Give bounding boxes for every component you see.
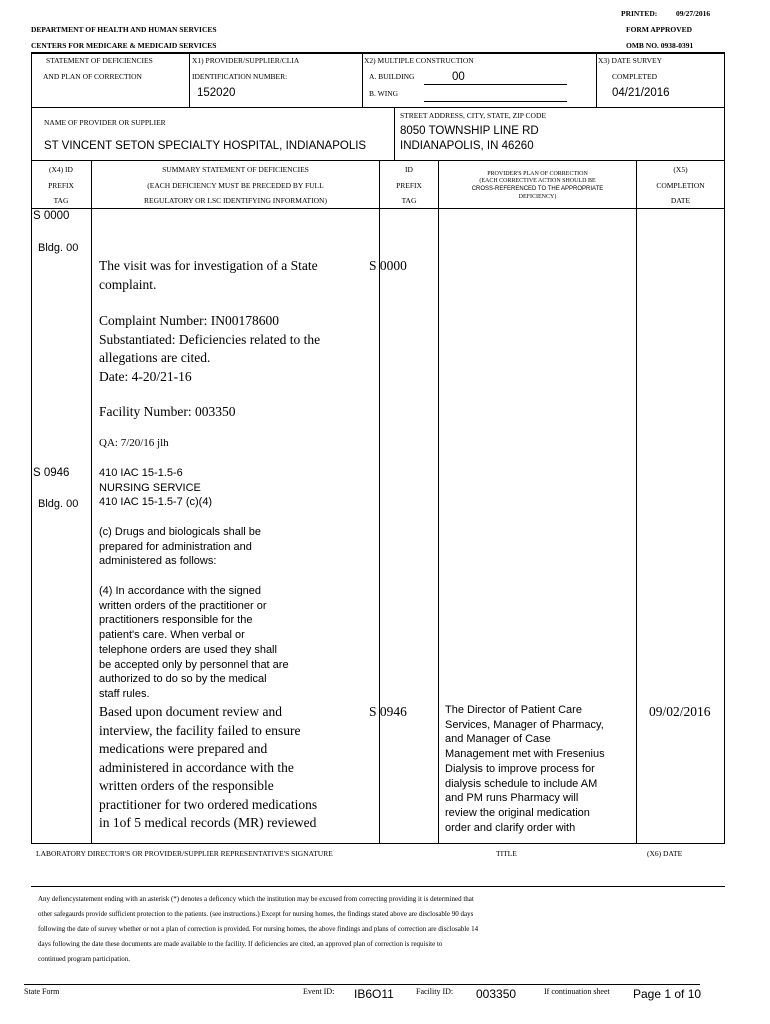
- prefix-tag-1: S 0000: [33, 210, 70, 222]
- x3-label-1: X3) DATE SURVEY: [598, 56, 662, 65]
- building-tag-1: Bldg. 00: [38, 242, 79, 254]
- facility-id-value: 003350: [476, 987, 517, 1001]
- department-name: DEPARTMENT OF HEALTH AND HUMAN SERVICES: [31, 25, 217, 34]
- complaint-text: Complaint Number: IN00178600 Substantiated: Deficiencies related to the allegations are cited. Date: 4-20/21-16: [99, 313, 321, 384]
- x4-header-1: (X4) ID: [49, 165, 73, 174]
- rule: [596, 52, 597, 108]
- visit-text: The visit was for investigation of a State complaint.: [99, 258, 318, 292]
- signature-label: LABORATORY DIRECTOR'S OR PROVIDER/SUPPLIER REPRESENTATIVE'S SIGNATURE: [36, 849, 333, 858]
- statement-label-1: STATEMENT OF DEFICIENCIES: [46, 56, 153, 65]
- wing-underline: [424, 101, 567, 102]
- page-number: Page 1 of 10: [633, 987, 702, 1001]
- address-label: STREET ADDRESS, CITY, STATE, ZIP CODE: [400, 111, 546, 120]
- survey-date-value: 04/21/2016: [612, 87, 670, 99]
- rule: [31, 160, 725, 161]
- id-tag-2: S 0946: [369, 704, 407, 719]
- plan-header-4: DEFICIENCY): [518, 194, 557, 200]
- x1-label-2: IDENTIFICATION NUMBER:: [192, 72, 288, 81]
- rule: [31, 160, 32, 844]
- provider-name-value: ST VINCENT SETON SPECIALTY HOSPITAL, INDIANAPOLIS: [44, 140, 367, 152]
- rule: [31, 843, 725, 844]
- rule: [394, 107, 395, 161]
- plan-header-3: CROSS-REFERENCED TO THE APPROPRIATE: [471, 186, 604, 192]
- rule: [31, 886, 725, 887]
- summary-header-1: SUMMARY STATEMENT OF DEFICIENCIES: [162, 165, 309, 174]
- building-value: 00: [452, 71, 465, 83]
- findings-text: Based upon document review and interview, the facility failed to ensure medications were prepared and administered in accordance with the written orders of the responsible practitioner for two ordered medications in 1of 5 medical records (MR) reviewed: [99, 704, 318, 830]
- footer-rule: [24, 984, 700, 985]
- signature-date-label: (X6) DATE: [647, 849, 683, 858]
- rule: [31, 208, 725, 209]
- form-approved: FORM APPROVED: [626, 25, 693, 34]
- facility-id-label: Facility ID:: [416, 987, 454, 996]
- id-tag-1: S 0000: [369, 258, 407, 273]
- summary-header-3: REGULATORY OR LSC IDENTIFYING INFORMATION): [144, 196, 327, 205]
- omb-number: OMB NO. 0938-0391: [626, 41, 694, 50]
- plan-header-2: (EACH CORRECTIVE ACTION SHOULD BE: [479, 178, 596, 184]
- address-line-2: INDIANAPOLIS, IN 46260: [400, 140, 534, 152]
- building-underline: [424, 84, 567, 85]
- four-paragraph: (4) In accordance with the signed written orders of the practitioner or practitioners responsible for the patient's care. When verbal or telephone orders are used they shall be accepted only by personnel that are authorized to do so by the medical staff rules.: [99, 585, 289, 700]
- facility-number-text: Facility Number: 003350: [99, 404, 236, 419]
- printed-label: PRINTED:: [621, 9, 658, 18]
- rule: [189, 52, 190, 108]
- c-paragraph: (c) Drugs and biologicals shall be prepared for administration and administered as follows:: [99, 526, 262, 568]
- event-id-value: IB6O11: [354, 987, 394, 1001]
- x2-label: X2) MULTIPLE CONSTRUCTION: [364, 56, 474, 65]
- rule: [724, 52, 725, 108]
- wing-label: B. WING: [369, 89, 399, 98]
- rule: [31, 107, 725, 108]
- x4-header-3: TAG: [53, 196, 69, 205]
- rule: [91, 160, 92, 844]
- statement-label-2: AND PLAN OF CORRECTION: [43, 72, 142, 81]
- disclaimer-line-4: days following the date these documents are made available to the facility. If deficiencies are cited, an approved plan of correction is requisite to: [38, 940, 443, 948]
- event-id-label: Event ID:: [303, 987, 335, 996]
- building-tag-2: Bldg. 00: [38, 498, 79, 510]
- plan-header-1: PROVIDER'S PLAN OF CORRECTION: [487, 171, 588, 177]
- provider-id-value: 152020: [197, 87, 236, 99]
- printed-date: 09/27/2016: [676, 9, 711, 18]
- x5-header-1: (X5): [673, 165, 688, 174]
- x1-label-1: X1) PROVIDER/SUPPLIER/CLIA: [192, 56, 300, 65]
- id-header-2: PREFIX: [396, 181, 422, 190]
- prefix-tag-2: S 0946: [33, 467, 70, 479]
- building-label: A. BUILDING: [369, 72, 415, 81]
- regulation-text: 410 IAC 15-1.5-6 NURSING SERVICE 410 IAC 15-1.5-7 (c)(4): [99, 467, 213, 509]
- provider-name-label: NAME OF PROVIDER OR SUPPLIER: [44, 118, 166, 127]
- disclaimer-line-1: Any defiencystatement ending with an asterisk (*) denotes a deficency which the institution may be excused from correcting providing it is determined that: [38, 895, 474, 903]
- rule: [636, 160, 637, 844]
- disclaimer-line-2: other safegaurds provide sufficient protection to the patients. (see instructions.) Except for nursing homes, the findings stated above are disclosable 90 days: [38, 910, 474, 918]
- rule: [724, 160, 725, 844]
- id-header-3: TAG: [401, 196, 417, 205]
- continuation-label: If continuation sheet: [544, 987, 610, 996]
- rule: [31, 107, 32, 161]
- address-line-1: 8050 TOWNSHIP LINE RD: [400, 125, 539, 137]
- rule: [31, 52, 725, 54]
- rule: [724, 107, 725, 161]
- completion-date: 09/02/2016: [649, 704, 711, 719]
- x5-header-2: COMPLETION: [656, 181, 705, 190]
- disclaimer-line-3: following the date of survey whether or not a plan of correction is provided. For nursing homes, the above findings and plans of correction are disclosable 14: [38, 925, 479, 933]
- qa-text: QA: 7/20/16 jlh: [99, 437, 169, 449]
- rule: [362, 52, 363, 108]
- title-label: TITLE: [496, 849, 517, 858]
- plan-of-correction-text: The Director of Patient Care Services, Manager of Pharmacy, and Manager of Case Management met with Fresenius Dialysis to improve process for dialysis schedule to include AM and PM runs Pharmacy will review the original medication order and clarify order with: [445, 704, 605, 834]
- centers-name: CENTERS FOR MEDICARE & MEDICAID SERVICES: [31, 41, 217, 50]
- x5-header-3: DATE: [670, 196, 691, 205]
- x3-label-2: COMPLETED: [612, 72, 657, 81]
- x4-header-2: PREFIX: [48, 181, 74, 190]
- rule: [438, 160, 439, 844]
- disclaimer-line-5: continued program participation.: [38, 955, 130, 963]
- rule: [31, 52, 32, 108]
- summary-header-2: (EACH DEFICIENCY MUST BE PRECEDED BY FULL: [147, 181, 324, 190]
- state-form-label: State Form: [24, 987, 60, 996]
- id-header-1: ID: [405, 165, 413, 174]
